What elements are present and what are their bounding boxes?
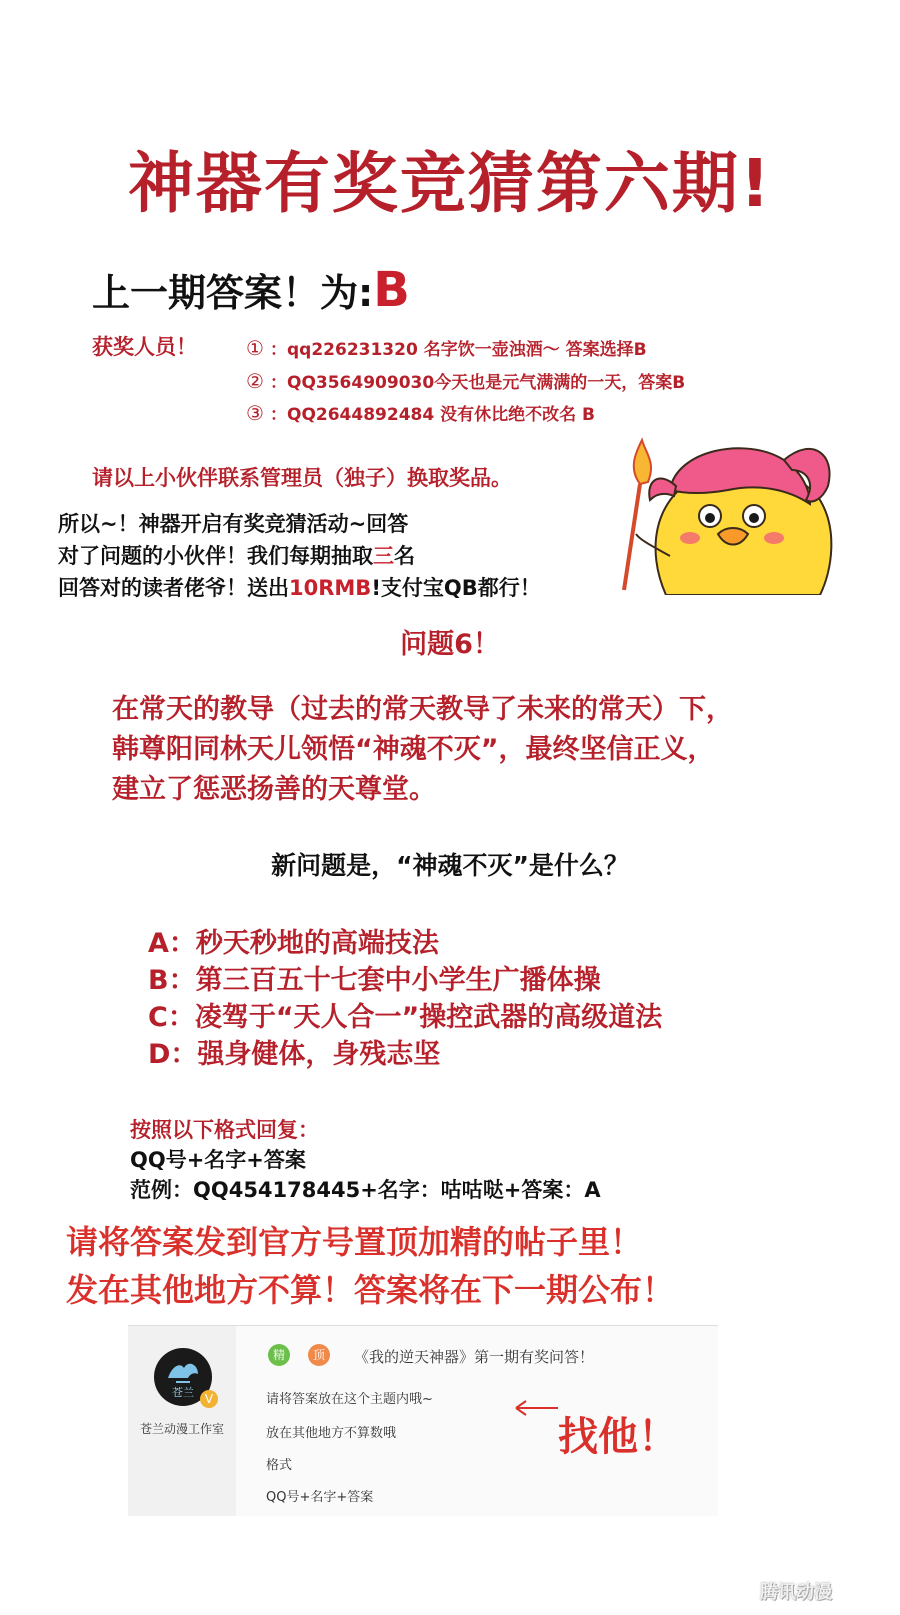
question-line: 韩尊阳同林天儿领悟“神魂不灭”，最终坚信正义，: [112, 734, 715, 765]
top-badge: 顶: [308, 1344, 330, 1366]
post-body-line: 放在其他地方不算数哦: [266, 1426, 397, 1441]
option-b: B：第三百五十七套中小学生广播体操: [148, 965, 601, 996]
previous-answer: [92, 262, 410, 318]
previous-answer-value: B: [373, 262, 410, 318]
post-body-line: 格式: [266, 1458, 293, 1473]
intro-text-part: 对了问题的小伙伴！我们每期抽取: [58, 544, 373, 568]
question-line: 在常天的教导（过去的常天教导了未来的常天）下，: [112, 694, 733, 725]
winner-item: [240, 366, 685, 396]
intro-text-part: 名: [394, 544, 415, 568]
intro-line: 所以~！神器开启有奖竞猜活动~回答: [58, 512, 409, 536]
intro-highlight: 10RMB: [289, 576, 372, 600]
submission-notice: [66, 1218, 674, 1314]
intro-text: [58, 508, 541, 604]
post-title[interactable]: 《我的逆天神器》第一期有奖问答！: [354, 1348, 595, 1366]
winner-text: ：QQ2644892484 没有休比绝不改名 B: [270, 405, 595, 425]
notice-line: 请将答案发到官方号置顶加精的帖子里！: [66, 1223, 643, 1261]
arrow-left-icon: [512, 1398, 560, 1418]
winner-number: ①: [246, 336, 264, 360]
contact-note: 请以上小伙伴联系管理员（独子）换取奖品。: [92, 466, 512, 490]
intro-line: [58, 572, 541, 604]
find-him-label: 找他！: [558, 1414, 678, 1460]
avatar-text: 苍兰: [172, 1386, 194, 1399]
reply-format: [130, 1115, 601, 1205]
winner-number: ②: [246, 369, 264, 393]
winners-label: 获奖人员！: [92, 335, 197, 359]
winner-text: ：qq226231320 名字饮一壶浊酒～ 答案选择B: [270, 340, 647, 360]
winner-item: [240, 398, 595, 428]
winner-text: ：QQ3564909030今天也是元气满满的一天，答案B: [270, 373, 686, 393]
question-label: 问题6！: [400, 629, 500, 660]
post-author-name[interactable]: 苍兰动漫工作室: [139, 1422, 224, 1436]
winner-item: [240, 333, 647, 363]
question-text: [112, 690, 733, 810]
page-title: 神器有奖竞猜第六期!: [127, 145, 773, 222]
verified-icon: V: [200, 1390, 218, 1408]
post-author-panel: [128, 1326, 236, 1516]
essence-badge: 精: [268, 1344, 290, 1366]
post-body-line: QQ号+名字+答案: [266, 1490, 374, 1505]
intro-line: [58, 540, 541, 572]
format-template: QQ号+名字+答案: [130, 1148, 306, 1172]
format-example: 范例：QQ454178445+名字：咕咕哒+答案：A: [130, 1178, 601, 1202]
watermark: 腾讯动漫: [760, 1582, 832, 1603]
question-line: 建立了惩恶扬善的天尊堂。: [112, 774, 436, 805]
option-a: A：秒天秒地的高端技法: [148, 928, 439, 959]
winner-number: ③: [246, 401, 264, 425]
new-question: 新问题是，“神魂不灭”是什么？: [271, 851, 629, 880]
notice-line: 发在其他地方不算！答案将在下一期公布！: [66, 1271, 675, 1309]
answer-options: [148, 925, 662, 1073]
previous-answer-label: 上一期答案！为:: [92, 271, 374, 315]
intro-highlight: 三: [373, 544, 394, 568]
chick-mascot-illustration: [606, 430, 836, 595]
option-d: D：强身健体，身残志坚: [148, 1039, 441, 1070]
format-label: 按照以下格式回复：: [130, 1118, 319, 1142]
option-c: C：凌驾于“天人合一”操控武器的高级道法: [148, 1002, 663, 1033]
post-body-line: 请将答案放在这个主题内哦~: [266, 1392, 433, 1407]
intro-text-part: 回答对的读者佬爷！送出: [58, 576, 289, 600]
intro-text-part: !支付宝QB都行！: [371, 576, 541, 600]
